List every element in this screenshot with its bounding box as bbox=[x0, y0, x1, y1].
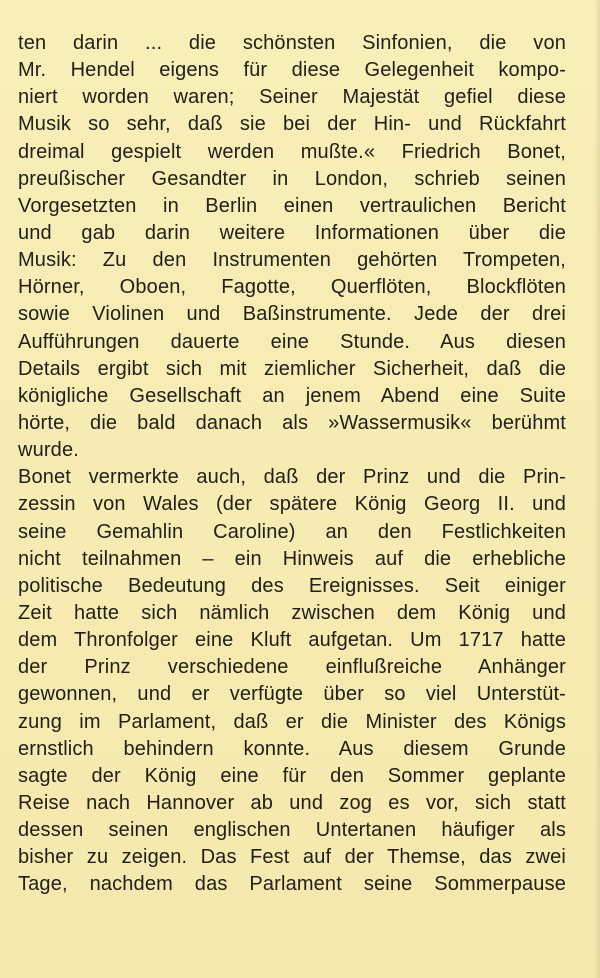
text-line: niert worden waren; Seiner Majestät gefiel diese bbox=[18, 86, 566, 109]
text-line: Bonet vermerkte auch, daß der Prinz und die Prin- bbox=[18, 466, 566, 489]
text-line: preußischer Gesandter in London, schrieb seinen bbox=[18, 167, 566, 190]
text-line: hörte, die bald danach als »Wassermusik« berühmt bbox=[18, 411, 566, 434]
text-line: bisher zu zeigen. Das Fest auf der Themse, das zwei bbox=[18, 846, 566, 869]
page-edge-shadow bbox=[594, 0, 600, 978]
text-line: Tage, nachdem das Parlament seine Sommerpause bbox=[18, 873, 566, 896]
text-line: Vorgesetzten in Berlin einen vertraulichen Bericht bbox=[18, 194, 566, 217]
text-line: Details ergibt sich mit ziemlicher Sicherheit, daß die bbox=[18, 357, 566, 380]
text-line: Zeit hatte sich nämlich zwischen dem König und bbox=[18, 601, 566, 624]
text-line: sowie Violinen und Baßinstrumente. Jede der drei bbox=[18, 303, 566, 326]
text-line: nicht teilnahmen – ein Hinweis auf die erhebliche bbox=[18, 547, 566, 570]
text-line: Reise nach Hannover ab und zog es vor, sich statt bbox=[18, 791, 566, 814]
text-line: der Prinz verschiedene einflußreiche Anhänger bbox=[18, 656, 566, 679]
text-line: ten darin ... die schönsten Sinfonien, die von bbox=[18, 32, 566, 54]
text-line: seine Gemahlin Caroline) an den Festlichkeiten bbox=[18, 520, 566, 543]
text-line: dem Thronfolger eine Kluft aufgetan. Um 1717 hatte bbox=[18, 629, 566, 652]
text-line: dessen seinen englischen Untertanen häufiger als bbox=[18, 819, 566, 842]
text-line: Musik: Zu den Instrumenten gehörten Trompeten, bbox=[18, 249, 566, 272]
text-line: Musik so sehr, daß sie bei der Hin- und Rückfahrt bbox=[18, 113, 566, 136]
body-text bbox=[18, 30, 566, 899]
text-line: ernstlich behindern konnte. Aus diesem Grunde bbox=[18, 737, 566, 760]
text-line: sagte der König eine für den Sommer geplante bbox=[18, 764, 566, 787]
text-line: zung im Parlament, daß er die Minister des Königs bbox=[18, 710, 566, 733]
text-line: Hörner, Oboen, Fagotte, Querflöten, Blockflöten bbox=[18, 276, 566, 299]
text-line: dreimal gespielt werden mußte.« Friedrich Bonet, bbox=[18, 140, 566, 163]
text-line: königliche Gesellschaft an jenem Abend eine Suite bbox=[18, 384, 566, 407]
text-line: zessin von Wales (der spätere König Georg II. und bbox=[18, 493, 566, 516]
text-line: politische Bedeutung des Ereignisses. Seit einiger bbox=[18, 574, 566, 597]
text-line: Mr. Hendel eigens für diese Gelegenheit kompo- bbox=[18, 59, 566, 82]
text-line: gewonnen, und er verfügte über so viel Unterstüt- bbox=[18, 683, 566, 706]
text-line: und gab darin weitere Informationen über die bbox=[18, 221, 566, 244]
text-line: Aufführungen dauerte eine Stunde. Aus diesen bbox=[18, 330, 566, 353]
text-line: wurde. bbox=[18, 439, 79, 462]
